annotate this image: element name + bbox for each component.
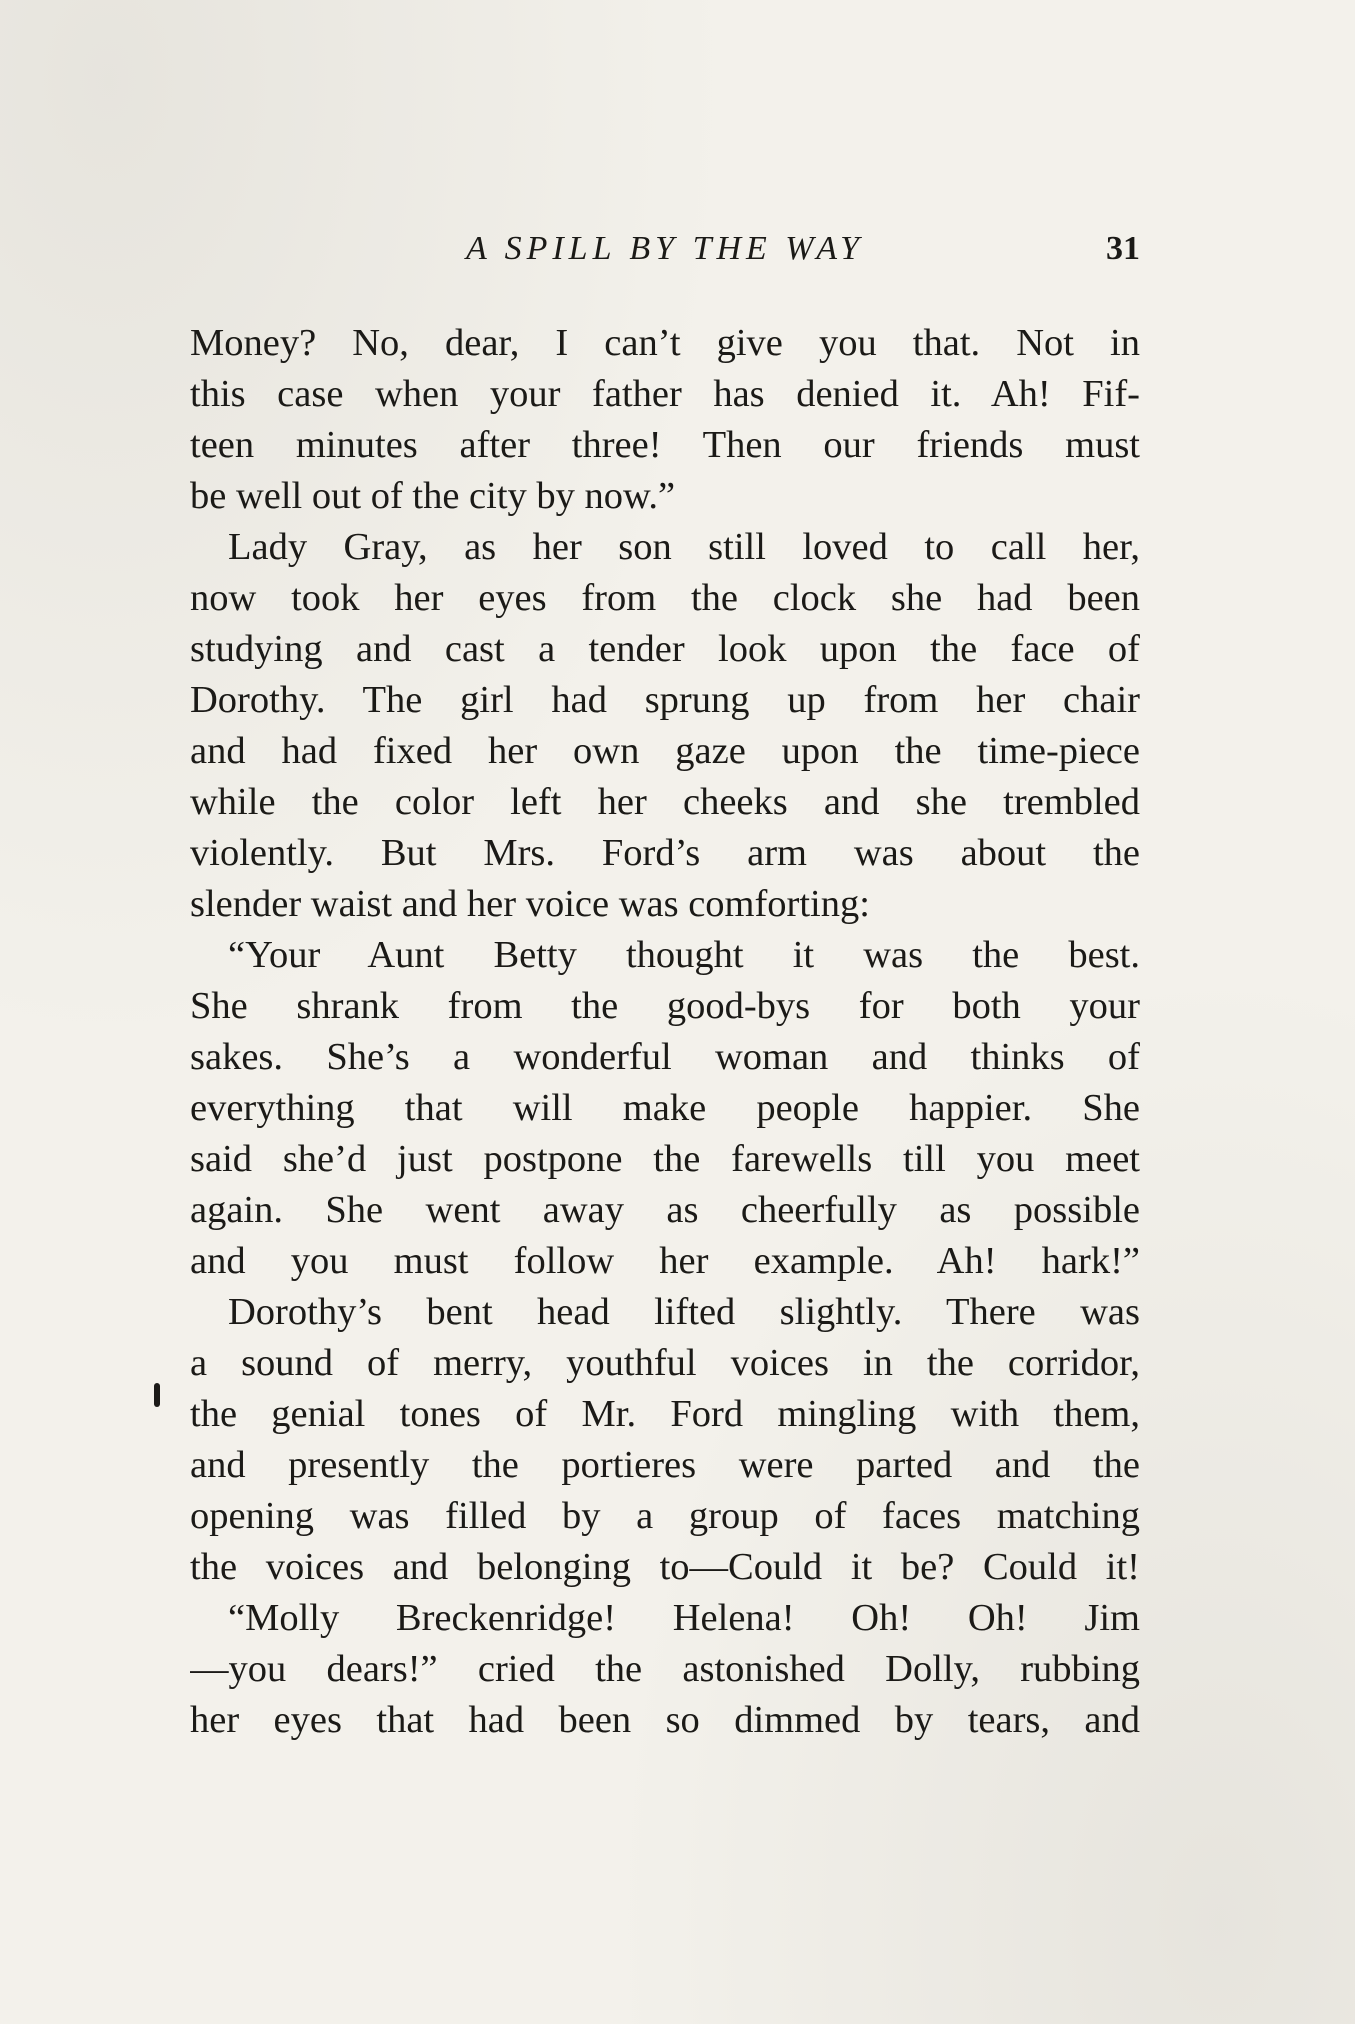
text-line: “Your Aunt Betty thought it was the best. xyxy=(228,934,1140,976)
text-line: again. She went away as cheerfully as possible xyxy=(190,1189,1140,1231)
text-line: the voices and belonging to—Could it be? Could it! xyxy=(190,1546,1140,1588)
text-line: Lady Gray, as her son still loved to call her, xyxy=(228,526,1140,568)
text-line: the genial tones of Mr. Ford mingling with them, xyxy=(190,1393,1140,1435)
text-line: studying and cast a tender look upon the face of xyxy=(190,628,1140,670)
text-line: She shrank from the good-bys for both your xyxy=(190,985,1140,1027)
running-title: A SPILL BY THE WAY xyxy=(465,230,865,267)
text-line: slender waist and her voice was comforting: xyxy=(190,883,870,925)
text-line: a sound of merry, youthful voices in the corridor, xyxy=(190,1342,1140,1384)
text-line: Dorothy’s bent head lifted slightly. There was xyxy=(228,1291,1140,1333)
body-text xyxy=(190,318,1140,1746)
page-number: 31 xyxy=(1106,230,1140,267)
text-line: “Molly Breckenridge! Helena! Oh! Oh! Jim xyxy=(228,1597,1140,1639)
text-line: teen minutes after three! Then our friends must xyxy=(190,424,1140,466)
text-line: sakes. She’s a wonderful woman and thinks of xyxy=(190,1036,1140,1078)
text-line: Dorothy. The girl had sprung up from her chair xyxy=(190,679,1140,721)
text-line: this case when your father has denied it. Ah! Fif- xyxy=(190,373,1140,415)
text-line: be well out of the city by now.” xyxy=(190,475,676,517)
running-head xyxy=(190,230,1140,290)
text-line: said she’d just postpone the farewells till you meet xyxy=(190,1138,1140,1180)
text-line: violently. But Mrs. Ford’s arm was about the xyxy=(190,832,1140,874)
text-line: Money? No, dear, I can’t give you that. Not in xyxy=(190,322,1140,364)
text-line: and you must follow her example. Ah! hark!” xyxy=(190,1240,1140,1282)
text-line: her eyes that had been so dimmed by tears, and xyxy=(190,1699,1140,1741)
text-line: —you dears!” cried the astonished Dolly, rubbing xyxy=(190,1648,1140,1690)
text-line: opening was filled by a group of faces matching xyxy=(190,1495,1140,1537)
text-line: and had fixed her own gaze upon the time-piece xyxy=(190,730,1140,772)
text-line: and presently the portieres were parted and the xyxy=(190,1444,1140,1486)
text-line: now took her eyes from the clock she had been xyxy=(190,577,1140,619)
text-line: while the color left her cheeks and she trembled xyxy=(190,781,1140,823)
text-line: everything that will make people happier. She xyxy=(190,1087,1140,1129)
margin-ink-mark xyxy=(154,1383,160,1407)
